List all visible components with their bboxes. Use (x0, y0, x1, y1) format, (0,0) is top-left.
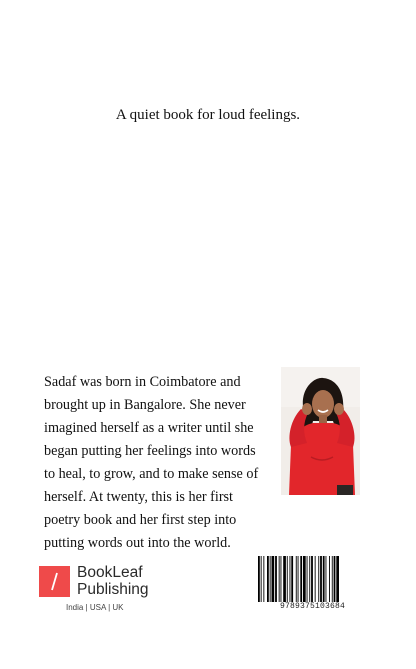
barcode-bar (296, 556, 297, 602)
barcode-bar (290, 556, 291, 602)
tagline: A quiet book for loud feelings. (115, 107, 301, 123)
publisher-logo (39, 564, 189, 614)
barcode-bar (275, 556, 277, 602)
barcode-bar (307, 556, 308, 602)
barcode-bar (303, 556, 306, 602)
publisher-name-line2: Publishing (77, 581, 149, 598)
barcode-bar (320, 556, 322, 602)
author-bio: Sadaf was born in Coimbatore and brought up in Bangalore. She never imagined herself as a writer until she began putting her feelings into words to heal, to grow, and to make sense of herself. At twenty, this is her first poetry book and her first step into putting words out into the world. (44, 374, 259, 551)
barcode-bar (291, 556, 293, 602)
barcode-bar (311, 556, 313, 602)
publisher-mark (39, 566, 70, 597)
barcode-bar (287, 556, 288, 602)
barcode-bar (283, 556, 286, 602)
barcode-bar (261, 556, 262, 602)
barcode-bar (332, 556, 333, 602)
barcode-bar (323, 556, 325, 602)
barcode-bar (315, 556, 316, 602)
barcode-bar (334, 556, 336, 602)
barcode-bar (258, 556, 260, 602)
barcode-bar (270, 556, 271, 602)
publisher-name-line1: BookLeaf (77, 564, 143, 581)
barcode-bar (298, 556, 299, 602)
publisher-name (77, 564, 149, 598)
barcode-bar (336, 556, 339, 602)
barcode-bar (279, 556, 280, 602)
publisher-regions: India | USA | UK (66, 603, 124, 612)
barcode-bar (318, 556, 319, 602)
isbn-number: 9789375103684 (257, 602, 368, 611)
barcode-bar (272, 556, 275, 602)
author-photo (281, 367, 360, 495)
barcode-bar (281, 556, 282, 602)
barcode-bar (267, 556, 269, 602)
barcode-bar (263, 556, 264, 602)
barcode-bar (326, 556, 327, 602)
barcode-bar (300, 556, 302, 602)
barcode-bar (309, 556, 310, 602)
barcode-bar (329, 556, 330, 602)
